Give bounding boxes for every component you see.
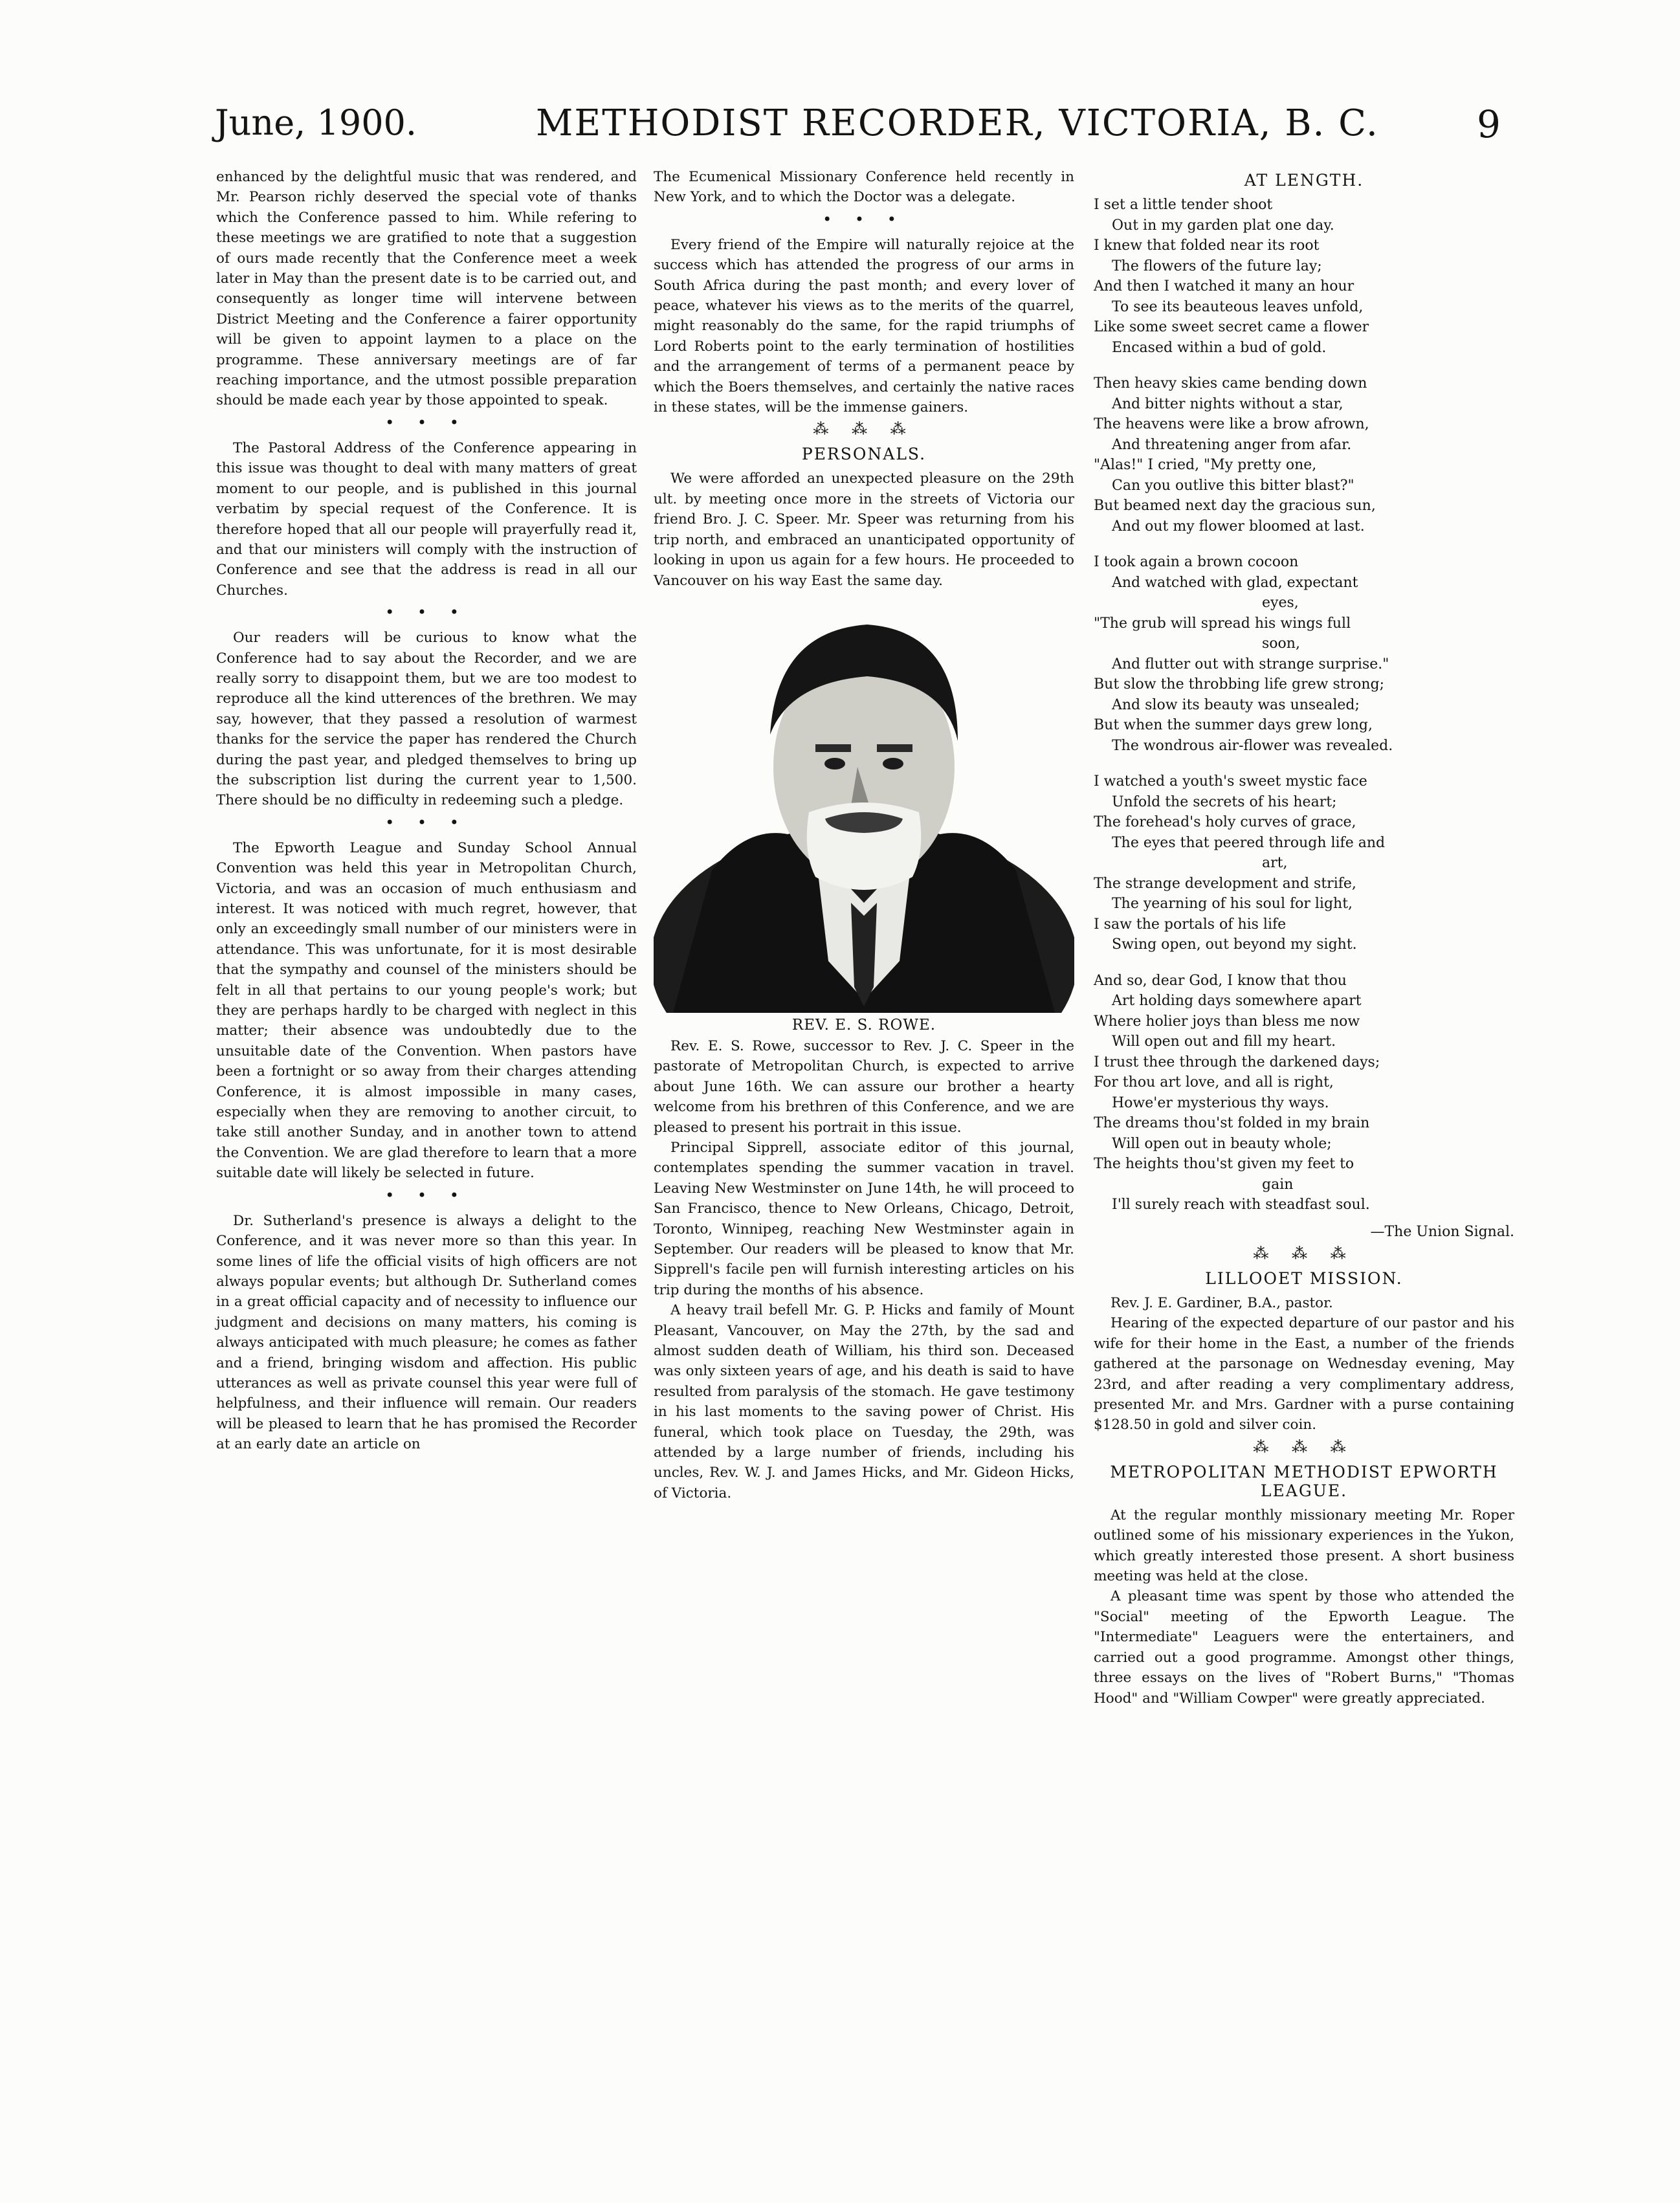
paragraph-principal-sipprell: Principal Sipprell, associate editor of this journal, contemplates spending the summer vacation in travel. Leaving New Westminster on June 14th, he will proceed to San Francisco, thence to New Orleans, Chicago, Detroit, Toronto, Winnipeg, reaching New Westminster again in September. Our readers will be pleased to know that Mr. Sipprell's facile pen will furnish interesting articles on his trip during the months of his absence. <box>654 1139 1074 1298</box>
poem-line: To see its beauteous leaves unfold, <box>1112 298 1364 315</box>
poem-line: And threatening anger from afar. <box>1112 436 1352 453</box>
poem-line: And then I watched it many an hour <box>1094 278 1354 294</box>
poem-line: Art holding days somewhere apart <box>1112 993 1362 1009</box>
poem-line: I trust thee through the darkened days; <box>1094 1054 1380 1070</box>
poem-line: Howe'er mysterious thy ways. <box>1112 1094 1329 1111</box>
poem-line: For thou art love, and all is right, <box>1094 1074 1334 1090</box>
paragraph-lillooet-farewell: Hearing of the expected departure of our pastor and his wife for their home in the East, a number of the friends gathered at the parsonage on Wednesday evening, May 23rd, and after reading a very complimentary address, presented Mr. and Mrs. Gardner with a purse containing $128.50 in gold and silver coin. <box>1094 1315 1514 1434</box>
poem-line: Out in my garden plat one day. <box>1112 217 1334 234</box>
poem-line: I knew that folded near its root <box>1094 238 1320 254</box>
poem-line: But slow the throbbing life grew strong; <box>1094 676 1385 692</box>
poem-line: And out my flower bloomed at last. <box>1112 518 1365 535</box>
poem-line: art, <box>1262 855 1288 871</box>
poem-line: I set a little tender shoot <box>1094 197 1273 213</box>
poem-line: "The grub will spread his wings full <box>1094 615 1351 632</box>
poem-line: The heavens were like a brow afrown, <box>1094 416 1369 432</box>
poem-line: soon, <box>1262 636 1300 652</box>
poem-stanza-5 <box>1094 971 1514 1215</box>
paragraph-south-africa: Every friend of the Empire will naturally rejoice at the success which has attended the progress of our arms in South Africa during the past month; and every lover of peace, whatever his views as to the merits of the quarrel, might reasonably do the same, for the rapid triumphs of Lord Roberts point to the early termination of hostilities and the arrangement of terms of a permanent peace by which the Boers themselves, and certainly the native races in these states, will be the immense gainers. <box>654 236 1074 416</box>
separator-dots: • • • <box>385 603 468 622</box>
poem-line: And so, dear God, I know that thou <box>1094 972 1347 989</box>
poem-line: And watched with glad, expectant <box>1112 574 1358 591</box>
poem-line: The strange development and strife, <box>1094 875 1356 892</box>
poem-line: Swing open, out beyond my sight. <box>1112 936 1357 953</box>
column-1 <box>216 167 637 1455</box>
paragraph-speer-visit: We were afforded an unexpected pleasure on the 29th ult. by meeting once more in the streets of Victoria our friend Bro. J. C. Speer. Mr. Speer was returning from his trip north, and embraced an unanticipated opportunity of looking in upon us again for a few hours. He proceeded to Vancouver on his way East the same day. <box>654 470 1074 589</box>
paragraph-dr-sutherland: Dr. Sutherland's presence is always a delight to the Conference, and it was never more so than this year. In some lines of life the official visits of high officers are not always popular events; but although Dr. Sutherland comes in a great official capacity and of necessity to influence our judgment and decisions on many matters, his coming is always anticipated with much pleasure; he comes as father and a friend, bringing wisdom and affection. His public utterances as well as private counsel this year were full of helpfulness, and their influence will remain. Our readers will be pleased to learn that he has promised the Recorder at an early date an article on <box>216 1212 637 1453</box>
paragraph-conference-music: enhanced by the delightful music that was rendered, and Mr. Pearson richly deserved the special vote of thanks which the Conference passed to him. While refering to these meetings we are gratified to note that a suggestion of ours made recently that the Conference meet a week later in May than the present date is to be carried out, and consequently as longer time will intervene between District Meeting and the Conference a fairer opportunity will be given to appoint laymen to a place on the programme. These anniversary meetings are of far reaching importance, and the utmost possible preparation should be made each year by those appointed to speak. <box>216 169 637 409</box>
personals-heading: PERSONALS. <box>801 445 927 464</box>
page-header <box>0 0 1680 149</box>
poem-stanza-1 <box>1094 195 1514 358</box>
poem-signature: —The Union Signal. <box>1370 1223 1514 1240</box>
poem-line: The flowers of the future lay; <box>1112 258 1322 274</box>
poem-line: The wondrous air-flower was revealed. <box>1112 737 1393 754</box>
poem-line: Like some sweet secret came a flower <box>1094 319 1369 335</box>
poem-line: Encased within a bud of gold. <box>1112 339 1327 356</box>
poem-line: And flutter out with strange surprise." <box>1112 656 1389 672</box>
page-number: 9 <box>1477 102 1501 146</box>
paragraph-ecumenical-conference: The Ecumenical Missionary Conference held recently in New York, and to which the Doctor was a delegate. <box>654 169 1074 206</box>
paragraph-league-social: A pleasant time was spent by those who attended the "Social" meeting of the Epworth League. The "Intermediate" Leaguers were the entertainers, and carried out a good programme. Amongst other things, three essays on the lives of "Robert Burns," "Thomas Hood" and "William Cowper" were greatly appreciated. <box>1094 1588 1514 1707</box>
paragraph-epworth-convention: The Epworth League and Sunday School Annual Convention was held this year in Metropolitan Church, Victoria, and was an occasion of much enthusiasm and interest. It was noticed with much regret, however, that only an exceedingly small number of our ministers were in attendance. This was unfortunate, for it is most desirable that the sympathy and counsel of the ministers should be felt in all that pertains to our young people's work; but they are perhaps hardly to be charged with neglect in this matter; their absence was undoubtedly due to the unsuitable date of the Convention. When pastors have been a fortnight or so away from their charges attending Conference, it is almost impossible in many cases, especially when they are removing to another circuit, to take still another Sunday, and in another town to attend the Convention. We are glad therefore to learn that a more suitable date will likely be selected in future. <box>216 839 637 1182</box>
paragraph-pastoral-address: The Pastoral Address of the Conference appearing in this issue was thought to deal with many matters of great moment to our people, and is published in this journal verbatim by special request of the Conference. It is therefore hoped that all our people will prayerfully read it, and that our ministers will comply with the instruction of Conference and see that the address is read in all our Churches. <box>216 439 637 599</box>
poem-line: Unfold the secrets of his heart; <box>1112 793 1337 810</box>
poem-line: I'll surely reach with steadfast soul. <box>1112 1197 1370 1213</box>
separator-fleuron: ⁂ ⁂ ⁂ <box>1253 1437 1355 1456</box>
poem-line: "Alas!" I cried, "My pretty one, <box>1094 457 1317 473</box>
poem-line: I took again a brown cocoon <box>1094 554 1299 570</box>
lillooet-heading: LILLOOET MISSION. <box>1205 1269 1403 1288</box>
column-3 <box>1094 167 1514 1709</box>
paragraph-hicks-bereavement: A heavy trail befell Mr. G. P. Hicks and family of Mount Pleasant, Vancouver, on May the 27th, by the sad and almost sudden death of William, his third son. Deceased was only sixteen years of age, and his death is said to have resulted from paralysis of the stomach. He gave testimony in his last moments to the saving power of Christ. His funeral, which took place on Tuesday, the 29th, was attended by a large number of friends, including his uncles, Rev. W. J. and James Hicks, and Mr. Gideon Hicks, of Victoria. <box>654 1302 1074 1501</box>
separator-dots: • • • <box>385 813 468 832</box>
poem-line: And slow its beauty was unsealed; <box>1112 696 1360 713</box>
paragraph-rev-rowe: Rev. E. S. Rowe, successor to Rev. J. C. Speer in the pastorate of Metropolitan Church, is expected to arrive about June 16th. We can assure our brother a hearty welcome from his brethren of this Conference, and we are pleased to present his portrait in this issue. <box>654 1037 1074 1136</box>
poem-line: And bitter nights without a star, <box>1112 395 1343 412</box>
poem-line: Can you outlive this bitter blast?" <box>1112 477 1354 494</box>
separator-dots: • • • <box>385 413 468 432</box>
separator-fleuron: ⁂ ⁂ ⁂ <box>1253 1245 1355 1263</box>
poem-line: Will open out in beauty whole; <box>1112 1135 1332 1152</box>
separator-fleuron: ⁂ ⁂ ⁂ <box>813 420 915 439</box>
poem-line: But when the summer days grew long, <box>1094 717 1373 733</box>
separator-dots: • • • <box>823 210 905 228</box>
poem-line: The heights thou'st given my feet to <box>1094 1156 1354 1172</box>
paragraph-lillooet-pastor: Rev. J. E. Gardiner, B.A., pastor. <box>1111 1295 1333 1311</box>
poem-line: I saw the portals of his life <box>1094 916 1287 933</box>
poem-line: The dreams thou'st folded in my brain <box>1094 1115 1370 1131</box>
poem-line: eyes, <box>1262 595 1299 611</box>
portrait-caption: REV. E. S. ROWE. <box>791 1016 936 1034</box>
poem-stanza-4 <box>1094 771 1514 955</box>
separator-dots: • • • <box>385 1186 468 1204</box>
paragraph-recorder-resolution: Our readers will be curious to know what the Conference had to say about the Recorder, and we are really sorry to disappoint them, but we are too modest to reproduce all the kind utterences of the brethren. We may say, however, that they passed a resolution of warmest thanks for the service the paper has rendered the Church during the past year, and pledged themselves to bring up the subscription list during the current year to 1,500. There should be no difficulty in redeeming such a pledge. <box>216 630 637 809</box>
poem-line: Will open out and fill my heart. <box>1112 1034 1336 1050</box>
column-2 <box>654 167 1074 1503</box>
poem-line: The yearning of his soul for light, <box>1112 896 1353 912</box>
poem-stanza-3 <box>1094 552 1514 756</box>
publication-title: METHODIST RECORDER, VICTORIA, B. C. <box>536 102 1379 144</box>
poem-title: AT LENGTH. <box>1244 171 1364 190</box>
poem-line: gain <box>1262 1176 1294 1193</box>
poem-line: Where holier joys than bless me now <box>1094 1013 1360 1030</box>
poem-line: The eyes that peered through life and <box>1112 834 1386 851</box>
poem-line: I watched a youth's sweet mystic face <box>1094 773 1367 790</box>
poem-line: Then heavy skies came bending down <box>1094 375 1367 392</box>
poem-stanza-2 <box>1094 373 1514 537</box>
epworth-league-heading: METROPOLITAN METHODIST EPWORTH LEAGUE. <box>1110 1462 1498 1500</box>
issue-date: June, 1900. <box>215 102 417 143</box>
paragraph-league-missionary-meeting: At the regular monthly missionary meeting Mr. Roper outlined some of his missionary experiences in the Yukon, which greatly interested those present. A short business meeting was held at the close. <box>1094 1507 1514 1585</box>
poem-line: The forehead's holy curves of grace, <box>1094 814 1356 830</box>
poem-line: But beamed next day the gracious sun, <box>1094 498 1376 514</box>
portrait-photo <box>654 599 1074 1013</box>
